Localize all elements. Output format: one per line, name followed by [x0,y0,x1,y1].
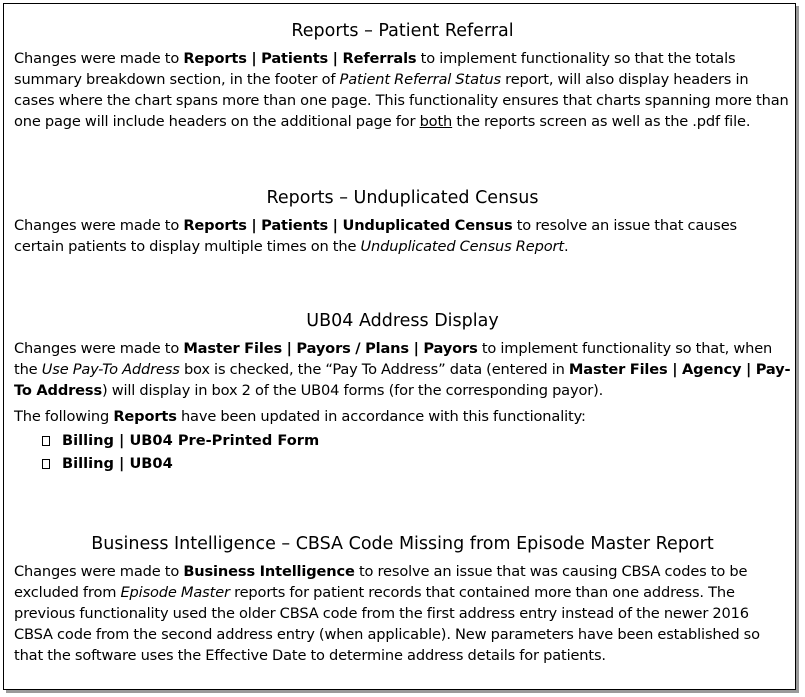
section-paragraph [14,561,791,666]
section-paragraph [14,48,791,132]
menu-path: Reports | Patients | Referrals [183,50,417,67]
report-name: Episode Master [120,584,230,601]
text-run: The following [14,408,114,425]
list-item-label: Billing | UB04 [62,455,173,472]
list-item-label: Billing | UB04 Pre-Printed Form [62,432,320,449]
section-patient-referral [14,20,791,132]
section-title: Reports – Unduplicated Census [266,188,539,208]
report-name: Unduplicated Census Report [360,238,564,255]
menu-path: Master Files | Payors / Plans | Payors [183,340,478,357]
menu-path: Master Files | Agency | Pay-To Address [14,361,791,399]
list-item [42,429,791,452]
text-run: ) will display in box 2 of the UB04 forms (for the corresponding payor). [101,382,604,399]
section-title: UB04 Address Display [306,311,499,331]
text-run: to implement functionality so that the totals summary breakdown section, in the footer of [14,50,736,88]
list-item [42,452,791,475]
text-run: Changes were made to [14,563,184,580]
menu-path: Business Intelligence [183,563,355,580]
text-run: box is checked, the “Pay To Address” data (entered in [179,361,569,378]
menu-path: Reports [113,408,177,425]
text-run: reports for patient records that contained more than one address. The previous functionality used the older CBSA code from the first address entry instead of the newer 2016 CBSA code from the second address entry (when applicable). New parameters have been established so that the software uses the Effective Date to determine address details for patients. [14,584,760,664]
text-run: to resolve an issue that causes certain patients to display multiple times on the [14,217,737,255]
section-title: Business Intelligence – CBSA Code Missing from Episode Master Report [91,534,714,554]
checkbox-bullet-icon [42,459,50,469]
section-business-intelligence [14,533,791,666]
bullet-list [14,429,791,475]
text-run: . [563,238,569,255]
section-paragraph [14,215,791,257]
text-run: the reports screen as well as the .pdf file. [452,113,751,130]
document-frame [3,3,796,690]
text-run: Changes were made to [14,50,184,67]
field-name: Use Pay-To Address [41,361,180,378]
text-run: report, will also display headers in cases where the chart spans more than one page. This functionality ensures that charts spanning more than one page will include headers on the additional page for [14,71,789,130]
section-paragraph [14,338,791,401]
menu-path: Reports | Patients | Unduplicated Census [183,217,513,234]
text-run: to resolve an issue that was causing CBSA codes to be excluded from [14,563,748,601]
section-unduplicated-census [14,187,791,257]
report-name: Patient Referral Status [339,71,501,88]
section-title: Reports – Patient Referral [291,21,514,41]
text-run: have been updated in accordance with this functionality: [176,408,586,425]
emphasis-underline: both [419,113,453,130]
section-paragraph [14,406,791,427]
text-run: Changes were made to [14,340,184,357]
text-run: to implement functionality so that, when the [14,340,773,378]
checkbox-bullet-icon [42,436,50,446]
text-run: Changes were made to [14,217,184,234]
section-ub04-address-display [14,310,791,475]
